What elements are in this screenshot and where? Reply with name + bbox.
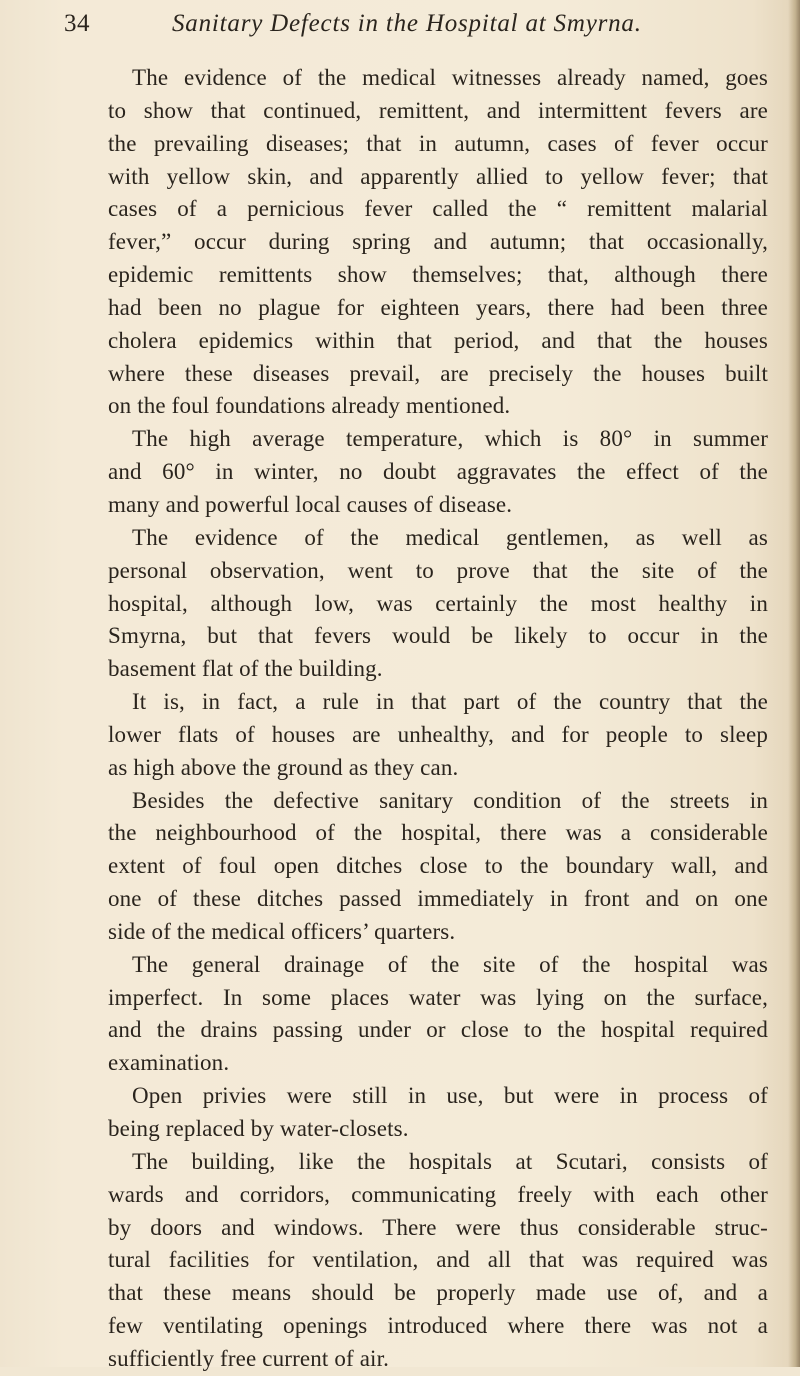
text-line: had been no plague for eighteen years, there had been three xyxy=(108,294,768,320)
text-line: cases of a pernicious fever called the “ remittent malarial xyxy=(108,196,768,222)
text-line: being replaced by water-closets. xyxy=(108,1116,409,1141)
text-line: one of these ditches passed immediately in front and on one xyxy=(108,886,768,912)
text-line: tural facilities for ventilation, and all that was required was xyxy=(108,1247,768,1273)
page-edge-shadow xyxy=(788,0,800,1367)
text-line: Open privies were still in use, but were in process of xyxy=(132,1083,768,1109)
body-text xyxy=(108,62,768,1376)
text-line: where these diseases prevail, are precisely the houses built xyxy=(108,360,768,386)
running-title: Sanitary Defects in the Hospital at Smyrna. xyxy=(172,10,642,37)
text-line: fever,” occur during spring and autumn; that occasionally, xyxy=(108,229,768,255)
text-line: sufficiently free current of air. xyxy=(108,1345,390,1371)
text-line: extent of foul open ditches close to the boundary wall, and xyxy=(108,853,768,879)
text-line: the prevailing diseases; that in autumn, cases of fever occur xyxy=(108,130,768,156)
page-header xyxy=(64,4,764,44)
text-line: the neighbourhood of the hospital, there was a considerable xyxy=(108,820,768,846)
text-line: with yellow skin, and apparently allied to yellow fever; that xyxy=(108,163,768,189)
text-line: basement flat of the building. xyxy=(108,656,383,682)
text-line: wards and corridors, communicating freely with each other xyxy=(108,1181,768,1207)
text-line: hospital, although low, was certainly the most healthy in xyxy=(108,590,768,616)
text-line: and 60° in winter, no doubt aggravates the effect of the xyxy=(108,459,768,485)
text-line: many and powerful local causes of disease. xyxy=(108,491,513,517)
text-line: lower flats of houses are unhealthy, and for people to sleep xyxy=(108,721,768,747)
text-line: on the foul foundations already mentioned. xyxy=(108,393,511,419)
text-line: The evidence of the medical witnesses already named, goes xyxy=(132,65,768,90)
text-line: that these means should be properly made use of, and a xyxy=(108,1280,768,1306)
text-line: Smyrna, but that fevers would be likely to occur in the xyxy=(108,623,768,649)
text-line: as high above the ground as they can. xyxy=(108,754,459,780)
text-line: The general drainage of the site of the hospital was xyxy=(132,951,768,977)
text-line: The building, like the hospitals at Scutari, consists of xyxy=(132,1148,768,1174)
text-line: The evidence of the medical gentlemen, as well as xyxy=(132,524,768,550)
text-line: by doors and windows. There were thus considerable struc- xyxy=(108,1214,768,1240)
text-line: to show that continued, remittent, and intermittent fevers are xyxy=(108,97,768,123)
text-line: and the drains passing under or close to the hospital required xyxy=(108,1017,768,1043)
page-number: 34 xyxy=(64,10,90,37)
text-line: Besides the defective sanitary condition of the streets in xyxy=(132,787,768,813)
text-line: few ventilating openings introduced where there was not a xyxy=(108,1313,768,1339)
text-line: imperfect. In some places water was lying on the surface, xyxy=(108,984,768,1010)
text-line: epidemic remittents show themselves; that, although there xyxy=(108,262,768,288)
text-line: It is, in fact, a rule in that part of the country that the xyxy=(132,689,768,715)
text-line: cholera epidemics within that period, and that the houses xyxy=(108,327,768,353)
text-line: personal observation, went to prove that the site of the xyxy=(108,557,768,583)
text-line: examination. xyxy=(108,1050,230,1076)
text-line: The high average temperature, which is 80° in summer xyxy=(132,426,768,452)
text-line: side of the medical officers’ quarters. xyxy=(108,918,456,944)
